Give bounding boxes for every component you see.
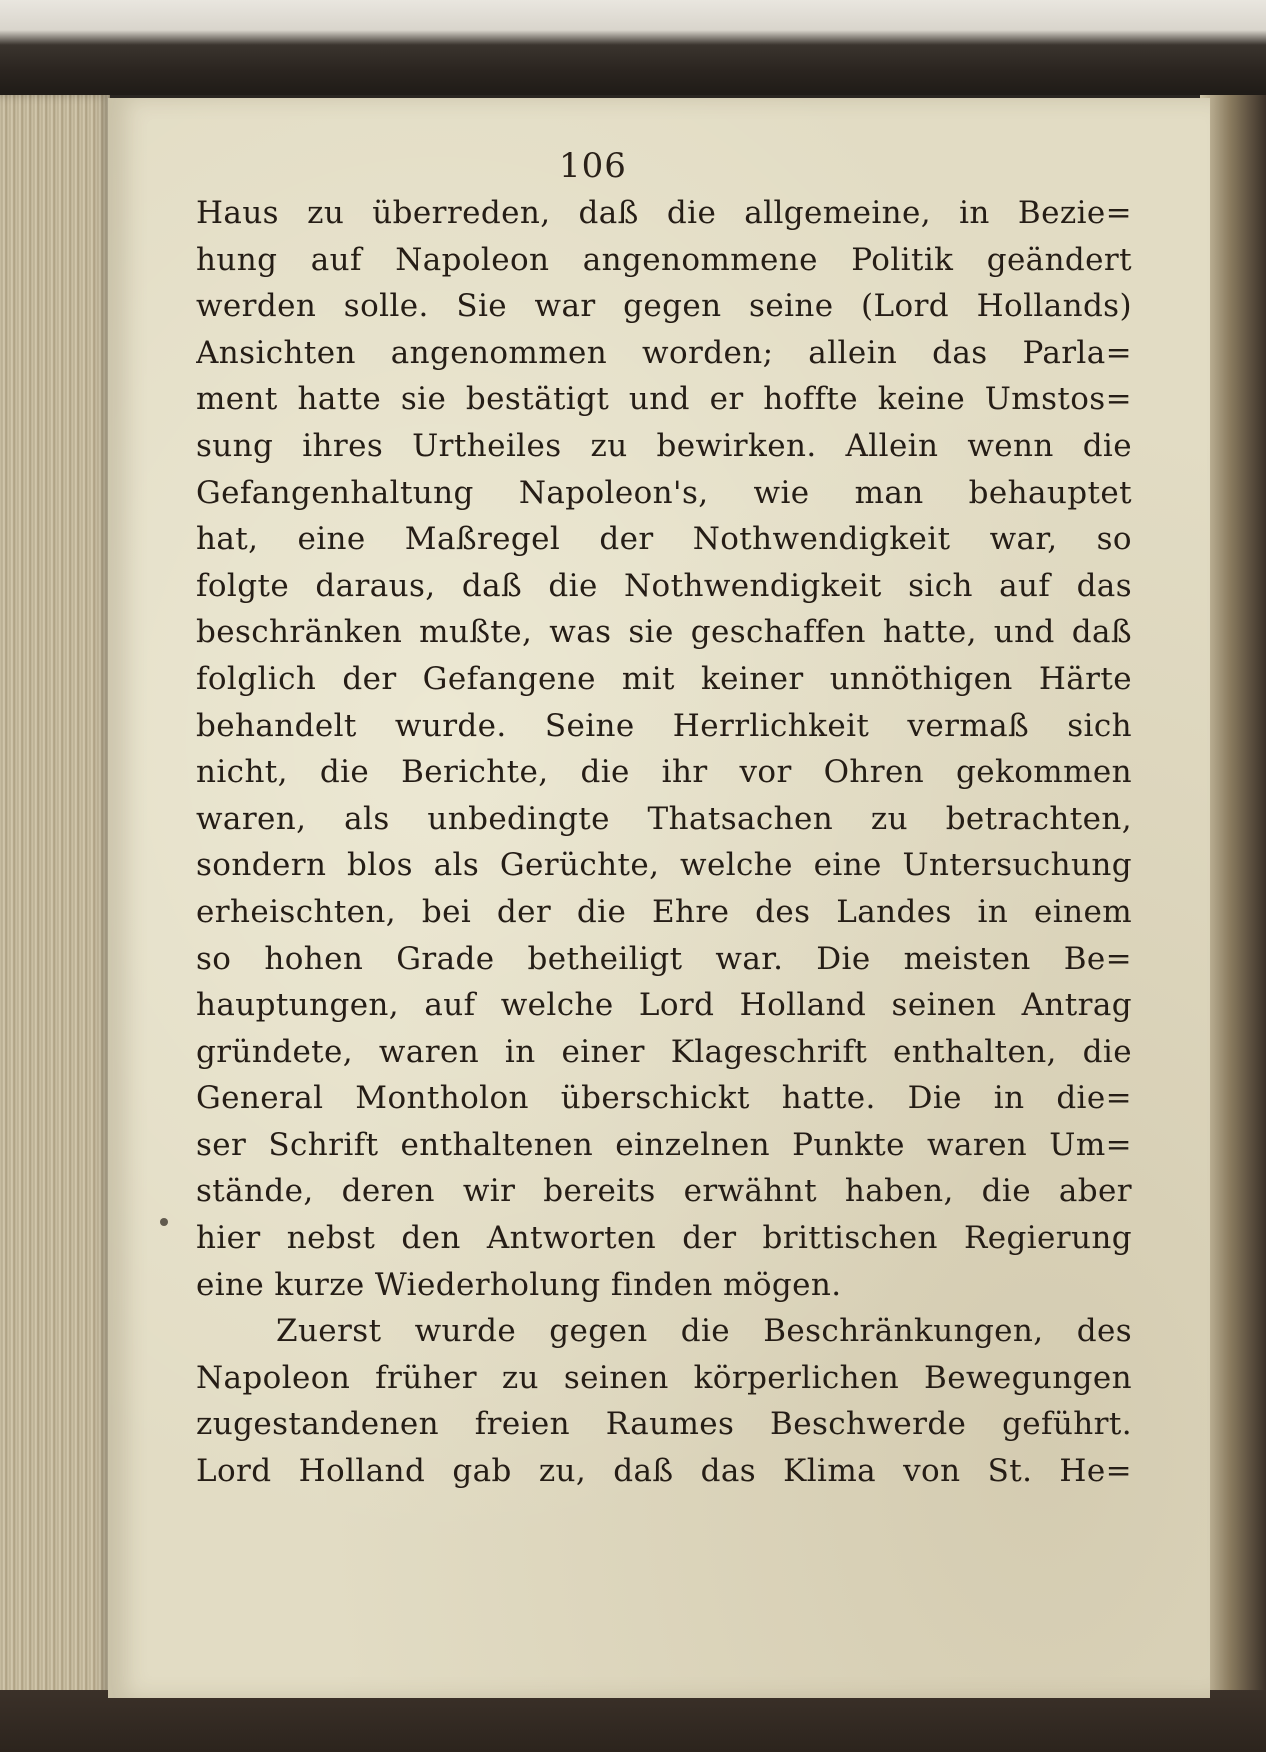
text-line: ser Schrift enthaltenen einzelnen Punkte waren Um=: [196, 1126, 1132, 1163]
page-number: 106: [559, 146, 627, 186]
text-line: nicht, die Berichte, die ihr vor Ohren gekommen: [196, 754, 1132, 791]
text-line: Haus zu überreden, daß die allgemeine, in Bezie=: [196, 195, 1132, 231]
text-line: hung auf Napoleon angenommene Politik geändert: [196, 241, 1132, 278]
text-line: hat, eine Maßregel der Nothwendigkeit war, so: [196, 521, 1132, 558]
text-line: folglich der Gefangene mit keiner unnöthigen Härte: [196, 660, 1132, 697]
text-line: sondern blos als Gerüchte, welche eine Untersuchung: [196, 847, 1132, 884]
text-line: Gefangenhaltung Napoleon's, wie man behauptet: [196, 474, 1132, 511]
text-line: Zuerst wurde gegen die Beschränkungen, des: [276, 1313, 1132, 1350]
text-line: ment hatte sie bestätigt und er hoffte keine Umstos=: [196, 381, 1132, 418]
text-line: Lord Holland gab zu, daß das Klima von St. He=: [196, 1453, 1132, 1490]
text-line: so hohen Grade betheiligt war. Die meisten Be=: [196, 940, 1132, 977]
scanner-bed-bottom: [0, 1690, 1266, 1752]
body-text: [196, 190, 1132, 1495]
text-line: zugestandenen freien Raumes Beschwerde geführt.: [196, 1406, 1132, 1443]
text-line: Ansichten angenommen worden; allein das Parla=: [196, 334, 1132, 371]
text-line: stände, deren wir bereits erwähnt haben, die aber: [196, 1173, 1132, 1210]
text-line: werden solle. Sie war gegen seine (Lord Hollands): [196, 288, 1132, 325]
text-line: gründete, waren in einer Klageschrift enthalten, die: [196, 1033, 1132, 1070]
text-line: waren, als unbedingte Thatsachen zu betrachten,: [196, 800, 1132, 837]
text-line: sung ihres Urtheiles zu bewirken. Allein wenn die: [196, 427, 1132, 464]
text-line: hauptungen, auf welche Lord Holland seinen Antrag: [196, 987, 1132, 1024]
text-line: Napoleon früher zu seinen körperlichen Bewegungen: [196, 1359, 1132, 1396]
text-line: hier nebst den Antworten der brittischen Regierung: [196, 1220, 1132, 1257]
text-line: General Montholon überschickt hatte. Die in die=: [196, 1080, 1132, 1117]
text-line: beschränken mußte, was sie geschaffen hatte, und daß: [196, 614, 1132, 651]
ink-speck: [160, 1218, 168, 1226]
text-line: behandelt wurde. Seine Herrlichkeit vermaß sich: [196, 707, 1132, 744]
text-line: folgte daraus, daß die Nothwendigkeit sich auf das: [196, 567, 1132, 604]
text-line: eine kurze Wiederholung finden mögen.: [196, 1266, 842, 1303]
text-line: erheischten, bei der die Ehre des Landes in einem: [196, 893, 1132, 930]
scanner-bed-top: [0, 0, 1266, 95]
book-page-edges: [0, 95, 110, 1705]
